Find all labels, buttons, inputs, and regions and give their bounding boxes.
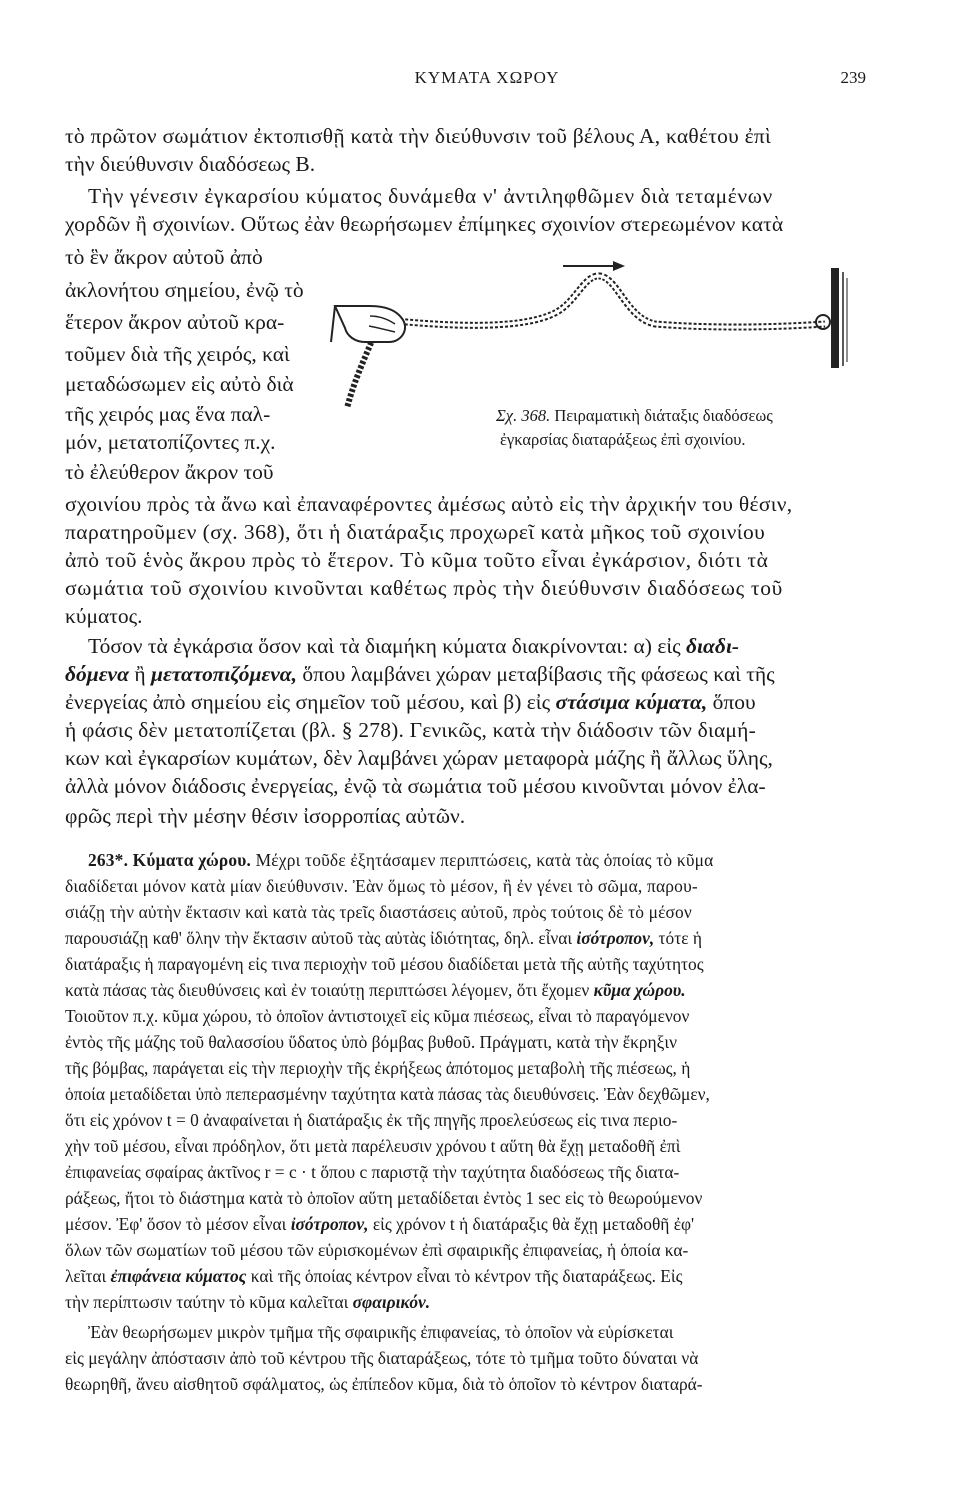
text-line: ὅλων τῶν σωματίων τοῦ μέσου τῶν εὑρισκομένων ἐπὶ σφαιρικῆς ἐπιφανείας, ἡ ὁποία κα- bbox=[65, 1240, 689, 1260]
rope-loose-end bbox=[347, 338, 373, 408]
text-line bbox=[65, 660, 775, 688]
emphasis-term: κῦμα χώρου. bbox=[593, 980, 686, 1000]
text-line: ἀλλὰ μόνον διάδοσις ἐνεργείας, ἐνῷ τὰ σωμάτια τοῦ μέσου κινοῦνται μόνον ἐλα- bbox=[65, 774, 766, 798]
hand-drawing bbox=[331, 306, 405, 342]
text-line bbox=[65, 926, 702, 950]
text-line: ἕτερον ἄκρον αὐτοῦ κρα- bbox=[65, 310, 285, 334]
text-line: θεωρηθῆ, ἄνευ αἰσθητοῦ σφάλματος, ὡς ἐπίπεδον κῦμα, διὰ τὸ ὁποῖον τὸ κέντρον διαταρά- bbox=[65, 1374, 703, 1394]
emphasis-term: ἰσότροπον, bbox=[576, 928, 655, 948]
text-line bbox=[65, 688, 756, 716]
text-line: ἀκλονήτου σημείου, ἐνῷ τὸ bbox=[65, 278, 304, 302]
text-line bbox=[65, 1264, 683, 1288]
text-span: κατὰ πάσας τὰς διευθύνσεις καὶ ἐν τοιαύτῃ περιπτώσει λέγομεν, ὅτι ἔχομεν bbox=[65, 980, 594, 1000]
figure-caption-line1 bbox=[496, 404, 773, 427]
text-span: παρουσιάζῃ καθ' ὅλην τὴν ἔκτασιν αὐτοῦ τὰς αὐτὰς ἰδιότητας, δηλ. εἶναι bbox=[65, 928, 577, 948]
text-line: κων καὶ ἐγκαρσίων κυμάτων, δὲν λαμβάνει χώραν μεταφορὰ μάζης ἢ ἄλλως ὕλης, bbox=[65, 746, 773, 770]
text-line: ὁποία μεταδίδεται ὑπὸ πεπερασμένην ταχύτητα κατὰ πάσας τὰς διευθύνσεις. Ἐὰν δεχθῶμεν, bbox=[65, 1084, 710, 1104]
text-line: τῆς βόμβας, παράγεται εἰς τὴν περιοχὴν τῆς ἐκρήξεως ἀπότομος μεταβολὴ τῆς πιέσεως, ἡ bbox=[65, 1058, 691, 1078]
running-header-title: ΚΥΜΑΤΑ ΧΩΡΟΥ bbox=[414, 68, 560, 87]
text-line bbox=[65, 1290, 430, 1314]
figure-number: Σχ. 368. bbox=[496, 406, 551, 425]
text-line: μεταδώσωμεν εἰς αὐτὸ διὰ bbox=[65, 372, 294, 396]
emphasis-term: διαδι- bbox=[686, 634, 740, 658]
figure-caption-text: Πειραματικὴ διάταξις διαδόσεως bbox=[554, 406, 773, 425]
text-line: ράξεως, ἤτοι τὸ διάστημα κατὰ τὸ ὁποῖον αὕτη μεταδίδεται ἐντὸς 1 sec εἰς τὸ θεωρούμενον bbox=[65, 1188, 703, 1208]
text-line: τὴν διεύθυνσιν διαδόσεως Β. bbox=[65, 152, 316, 176]
text-span: καὶ τῆς ὁποίας κέντρον εἶναι τὸ κέντρον τῆς διαταράξεως. Εἰς bbox=[246, 1266, 683, 1286]
text-span: Μέχρι τοῦδε ἐξητάσαμεν περιπτώσεις, κατὰ τὰς ὁποίας τὸ κῦμα bbox=[251, 850, 714, 870]
text-line: φρῶς περὶ τὴν μέσην θέσιν ἰσορροπίας αὐτῶν. bbox=[65, 804, 466, 828]
text-span: τότε ἡ bbox=[654, 928, 702, 948]
text-span: ἐνεργείας ἀπὸ σημείου εἰς σημεῖον τοῦ μέσου, καὶ β) εἰς bbox=[65, 690, 556, 714]
text-span: λεῖται bbox=[65, 1266, 111, 1286]
text-line: τὸ ἐλεύθερον ἄκρον τοῦ bbox=[65, 460, 274, 484]
text-line: Τὴν γένεσιν ἐγκαρσίου κύματος δυνάμεθα ν' ἀντιληφθῶμεν διὰ τεταμένων bbox=[88, 184, 773, 208]
rope bbox=[385, 276, 825, 327]
text-line: Ἐὰν θεωρήσωμεν μικρὸν τμῆμα τῆς σφαιρικῆς ἐπιφανείας, τὸ ὁποῖον νὰ εὑρίσκεται bbox=[88, 1322, 674, 1342]
emphasis-term: ἐπιφάνεια κύματος bbox=[110, 1266, 247, 1286]
emphasis-term: σφαιρικόν. bbox=[352, 1292, 431, 1312]
emphasis-term: ἰσότροπον, bbox=[290, 1214, 369, 1234]
text-line: τοῦμεν διὰ τῆς χειρός, καὶ bbox=[65, 342, 290, 366]
text-line: σιάζῃ τὴν αὐτὴν ἔκτασιν καὶ κατὰ τὰς τρεῖς διαστάσεις αὐτοῦ, πρὸς τούτοις δὲ τὸ μέσον bbox=[65, 902, 692, 922]
text-span: Τόσον τὰ ἐγκάρσια ὅσον καὶ τὰ διαμήκη κύματα διακρίνονται: α) εἰς bbox=[88, 634, 687, 658]
figure-caption-line2: ἐγκαρσίας διαταράξεως ἐπὶ σχοινίου. bbox=[500, 430, 746, 449]
text-line: τὸ πρῶτον σωμάτιον ἐκτοπισθῇ κατὰ τὴν διεύθυνσιν τοῦ βέλους Α, καθέτου ἐπὶ bbox=[65, 124, 772, 148]
text-line: διαδίδεται μόνον κατὰ μίαν διεύθυνσιν. Ἐὰν ὅμως τὸ μέσον, ἢ ἐν γένει τὸ σῶμα, παρου- bbox=[65, 876, 698, 896]
text-span: ὅπου λαμβάνει χώραν μεταβίβασις τῆς φάσεως καὶ τῆς bbox=[297, 662, 775, 686]
text-line: τῆς χειρός μας ἕνα παλ- bbox=[65, 402, 271, 426]
arrow-right-icon bbox=[563, 261, 625, 271]
text-line: εἰς μεγάλην ἀπόστασιν ἀπὸ τοῦ κέντρου τῆς διαταράξεως, τότε τὸ τμῆμα τοῦτο δύναται νὰ bbox=[65, 1348, 699, 1368]
section-heading: 263*. Κύματα χώρου. bbox=[88, 850, 252, 870]
text-line bbox=[88, 848, 713, 872]
text-line: ἡ φάσις δὲν μετατοπίζεται (βλ. § 278). Γενικῶς, κατὰ τὴν διάδοσιν τῶν διαμή- bbox=[65, 718, 756, 742]
text-line bbox=[88, 632, 739, 660]
rope-wave-figure bbox=[325, 258, 855, 418]
page-number: 239 bbox=[840, 68, 866, 87]
text-line: παρατηροῦμεν (σχ. 368), ὅτι ἡ διατάραξις προχωρεῖ κατὰ μῆκος τοῦ σχοινίου bbox=[65, 520, 766, 544]
text-line: ὅτι εἰς χρόνον t = 0 ἀναφαίνεται ἡ διατάραξις ἐκ τῆς πηγῆς προελεύσεως εἰς τινα περιο- bbox=[65, 1110, 678, 1130]
text-line bbox=[65, 978, 686, 1002]
text-span: μέσον. Ἐφ' ὅσον τὸ μέσον εἶναι bbox=[65, 1214, 291, 1234]
text-span: τὴν περίπτωσιν ταύτην τὸ κῦμα καλεῖται bbox=[65, 1292, 353, 1312]
text-line: σωμάτια τοῦ σχοινίου κινοῦνται καθέτως πρὸς τὴν διεύθυνσιν διαδόσεως τοῦ bbox=[65, 576, 783, 600]
text-line: κύματος. bbox=[65, 604, 143, 628]
emphasis-term: στάσιμα κύματα, bbox=[555, 690, 708, 714]
emphasis-term: μετατοπιζόμενα, bbox=[150, 662, 298, 686]
text-line: χὴν τοῦ μέσου, εἶναι πρόδηλον, ὅτι μετὰ παρέλευσιν χρόνου t αὕτη θὰ ἔχῃ μεταδοθῆ ἐπὶ bbox=[65, 1136, 681, 1156]
text-line: τὸ ἓν ἄκρον αὐτοῦ ἀπὸ bbox=[65, 245, 263, 269]
text-line: ἐπιφανείας σφαίρας ἀκτῖνος r = c · t ὅπου c παριστᾷ τὴν ταχύτητα διαδόσεως τῆς διατα- bbox=[65, 1162, 680, 1182]
text-span: ὅπου bbox=[707, 690, 756, 714]
text-line: μόν, μετατοπίζοντες π.χ. bbox=[65, 430, 276, 454]
text-line: σχοινίου πρὸς τὰ ἄνω καὶ ἐπαναφέροντες ἀμέσως αὐτὸ εἰς τὴν ἀρχικήν του θέσιν, bbox=[65, 492, 793, 516]
text-span: εἰς χρόνον t ἡ διατάραξις θὰ ἔχῃ μεταδοθῆ ἐφ' bbox=[368, 1214, 695, 1234]
knot bbox=[816, 315, 830, 329]
text-line: ἀπὸ τοῦ ἑνὸς ἄκρου πρὸς τὸ ἕτερον. Τὸ κῦμα τοῦτο εἶναι ἐγκάρσιον, διότι τὰ bbox=[65, 548, 769, 572]
emphasis-term: δόμενα bbox=[65, 662, 129, 686]
text-line: Τοιοῦτον π.χ. κῦμα χώρου, τὸ ὁποῖον ἀντιστοιχεῖ εἰς κῦμα πιέσεως, εἶναι τὸ παραγόμενον bbox=[65, 1006, 690, 1026]
wall bbox=[831, 268, 839, 368]
text-line: ἐντὸς τῆς μάζης τοῦ θαλασσίου ὕδατος ὑπὸ βόμβας βυθοῦ. Πράγματι, κατὰ τὴν ἔκρηξιν bbox=[65, 1032, 677, 1052]
text-line: χορδῶν ἢ σχοινίων. Οὕτως ἐὰν θεωρήσωμεν ἐπίμηκες σχοινίον στερεωμένον κατὰ bbox=[65, 212, 784, 236]
text-line bbox=[65, 1212, 694, 1236]
text-line: διατάραξις ἡ παραγομένη εἰς τινα περιοχὴν τοῦ μέσου διαδίδεται μετὰ τῆς αὐτῆς ταχύτητος bbox=[65, 954, 704, 974]
text-span: ἢ bbox=[128, 662, 151, 686]
